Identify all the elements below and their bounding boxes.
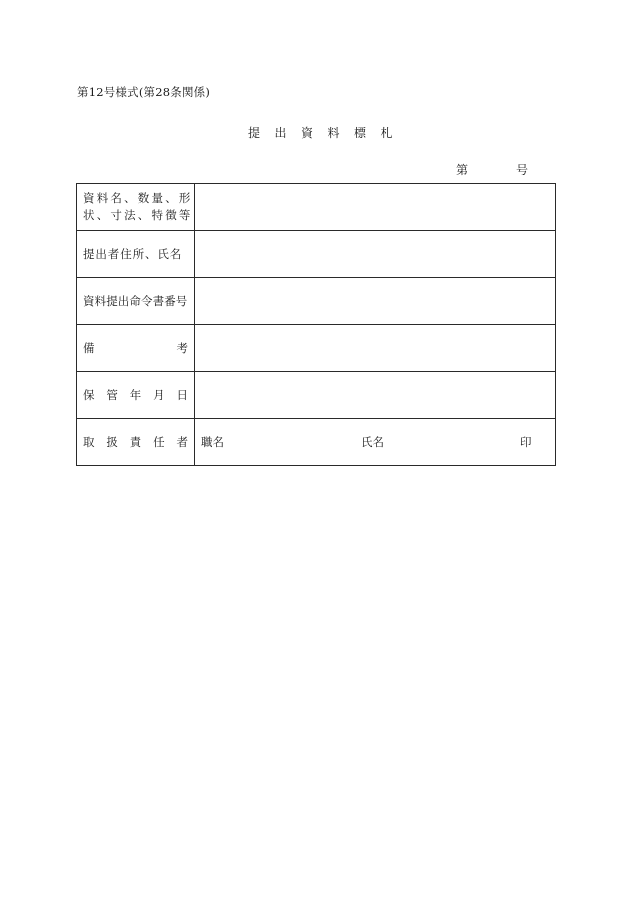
table-row [77,419,556,466]
label-char: 任 [153,435,165,449]
label-char: 管 [106,388,118,402]
label-handler [77,419,195,466]
table-row [77,278,556,325]
label-char: 備 [83,341,95,355]
seal-label: 印 [520,435,532,449]
form-title: 提出資料標札 [248,126,408,140]
label-char: 保 [83,388,95,402]
label-char: 者 [176,435,188,449]
label-submitter [77,231,195,278]
label-text: 資料提出命令書番号 [83,294,188,308]
label-char: 責 [129,435,142,449]
job-title-label: 職名 [201,435,224,449]
value-submitter[interactable] [195,231,556,278]
label-char: 扱 [106,435,118,449]
value-storage-date[interactable] [195,372,556,419]
value-handler[interactable] [195,419,556,466]
table-row [77,184,556,231]
label-material-description [77,184,195,231]
label-char: 年 [129,388,142,402]
label-storage-date [77,372,195,419]
form-reference: 第12号様式(第28条関係) [77,85,211,99]
table-row [77,325,556,372]
label-line-1: 資料名、数量、形 [83,191,193,205]
table-row [77,372,556,419]
label-remarks [77,325,195,372]
value-order-number[interactable] [195,278,556,325]
label-line-2: 状、寸法、特徴等 [83,208,193,222]
label-char: 日 [176,388,188,402]
number-prefix: 第 [456,163,469,177]
value-remarks[interactable] [195,325,556,372]
material-tag-table [76,183,556,466]
label-char: 月 [153,388,165,402]
label-char: 考 [176,341,188,355]
value-material-description[interactable] [195,184,556,231]
table-row [77,231,556,278]
name-label: 氏名 [361,435,384,449]
label-order-number [77,278,195,325]
label-char: 取 [83,435,95,449]
number-suffix: 号 [516,163,529,177]
label-text: 提出者住所、氏名 [83,247,183,261]
